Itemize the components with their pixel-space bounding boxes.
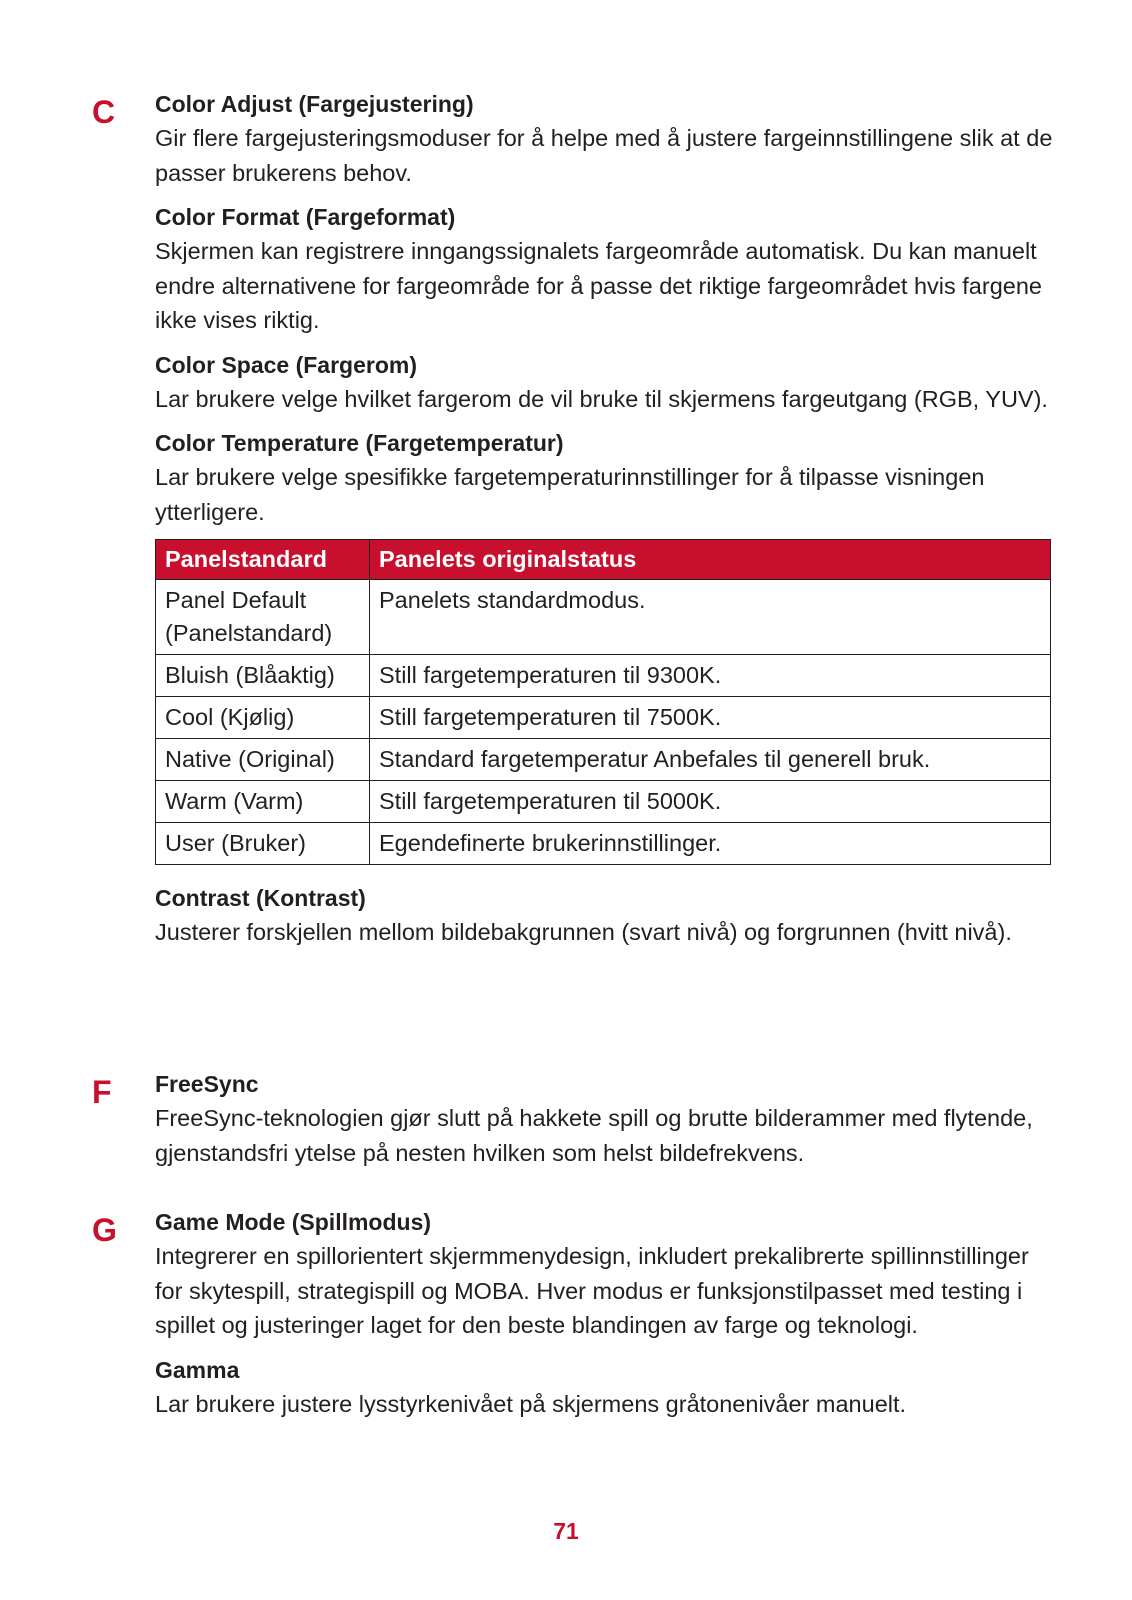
table-cell-description: Egendefinerte brukerinnstillinger.	[370, 823, 1051, 865]
term-description: Skjermen kan registrere inngangssignalets fargeområde automatisk. Du kan manuelt endre alternativene for fargeområde for å passe det riktige fargeområdet hvis fargene ikke vises riktig.	[155, 238, 1042, 333]
term-description: FreeSync-teknologien gjør slutt på hakkete spill og brutte bilderammer med flytende, gjenstandsfri ytelse på nesten hvilken som helst bildefrekvens.	[155, 1105, 1033, 1166]
term-description: Lar brukere justere lysstyrkenivået på skjermens gråtonenivåer manuelt.	[155, 1390, 907, 1417]
glossary-entry-contrast	[155, 881, 1055, 950]
table-header-cell: Panelstandard	[156, 540, 370, 580]
term-description: Gir flere fargejusteringsmoduser for å helpe med å justere fargeinnstillingene slik at de passer brukerens behov.	[155, 125, 1053, 186]
table-header-row	[156, 540, 1051, 580]
term-title: Color Format (Fargeformat)	[155, 204, 456, 230]
section-letter-c: C	[92, 94, 116, 130]
table-cell-description: Standard fargetemperatur Anbefales til generell bruk.	[370, 739, 1051, 781]
table-row	[156, 697, 1051, 739]
term-title: Gamma	[155, 1356, 240, 1383]
term-title: Color Space (Fargerom)	[155, 351, 417, 378]
section-f	[155, 1067, 1055, 1180]
page-number: 71	[553, 1518, 579, 1544]
section-g	[155, 1205, 1055, 1431]
table-row	[156, 823, 1051, 865]
term-title: Contrast (Kontrast)	[155, 885, 366, 911]
term-description: Lar brukere velge spesifikke fargetemperaturinnstillinger for å tilpasse visningen ytterligere.	[155, 464, 985, 525]
glossary-entry-color-format	[155, 200, 1055, 338]
glossary-entry-game-mode	[155, 1205, 1055, 1343]
table-row	[156, 655, 1051, 697]
term-title: Game Mode (Spillmodus)	[155, 1209, 432, 1235]
term-title: FreeSync	[155, 1071, 259, 1097]
table-cell-mode: Bluish (Blåaktig)	[156, 655, 370, 697]
glossary-entry-color-temperature	[155, 426, 1055, 865]
section-letter-f: F	[92, 1074, 112, 1110]
term-description: Justerer forskjellen mellom bildebakgrunnen (svart nivå) og forgrunnen (hvitt nivå).	[155, 919, 1012, 945]
table-row	[156, 781, 1051, 823]
table-cell-description: Still fargetemperaturen til 7500K.	[370, 697, 1051, 739]
table-cell-mode: Cool (Kjølig)	[156, 697, 370, 739]
table-cell-mode: Warm (Varm)	[156, 781, 370, 823]
section-c	[155, 87, 1055, 960]
table-cell-description: Still fargetemperaturen til 9300K.	[370, 655, 1051, 697]
table-cell-mode: Native (Original)	[156, 739, 370, 781]
table-cell-description: Panelets standardmodus.	[370, 580, 1051, 655]
glossary-entry-freesync	[155, 1067, 1055, 1170]
glossary-entry-color-adjust	[155, 87, 1055, 190]
table-row	[156, 739, 1051, 781]
glossary-entry-gamma	[155, 1353, 1055, 1422]
table-cell-description: Still fargetemperaturen til 5000K.	[370, 781, 1051, 823]
term-description: Lar brukere velge hvilket fargerom de vil bruke til skjermens fargeutgang (RGB, YUV).	[155, 385, 1048, 412]
term-title: Color Temperature (Fargetemperatur)	[155, 430, 564, 456]
term-description: Integrerer en spillorientert skjermmenydesign, inkludert prekalibrerte spillinnstillinger for skytespill, strategispill og MOBA. Hver modus er funksjonstilpasset med testing i spillet og justeringer laget for den beste blandingen av farge og teknologi.	[155, 1243, 1029, 1338]
section-letter-g: G	[92, 1212, 117, 1248]
glossary-entry-color-space	[155, 348, 1055, 417]
table-cell-mode: Panel Default (Panelstandard)	[156, 580, 370, 655]
table-header-cell: Panelets originalstatus	[370, 540, 1051, 580]
table-cell-mode: User (Bruker)	[156, 823, 370, 865]
term-title: Color Adjust (Fargejustering)	[155, 91, 474, 117]
color-temperature-table	[155, 539, 1051, 865]
table-row	[156, 580, 1051, 655]
